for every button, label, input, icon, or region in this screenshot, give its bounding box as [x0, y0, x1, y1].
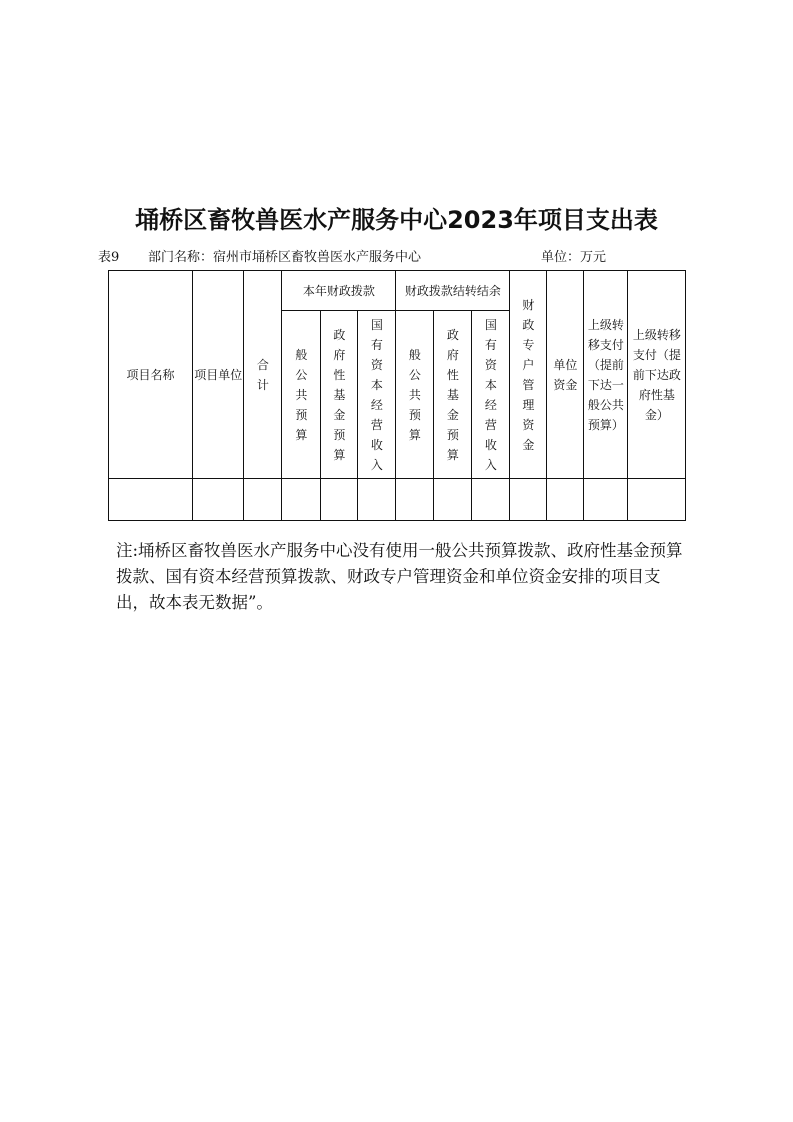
- table-cell: [109, 479, 193, 521]
- table-cell: [472, 479, 510, 521]
- header-fiscal-special-funds: 财政专户管理资金: [510, 271, 547, 479]
- table-cell: [282, 479, 321, 521]
- header-gov-fund-budget: 政府性基金预算: [321, 311, 358, 479]
- header-project-unit: 项目单位: [193, 271, 244, 479]
- table-cell: [244, 479, 282, 521]
- header-state-capital-income: 国有资本经营收入: [358, 311, 396, 479]
- table-cell: [547, 479, 584, 521]
- table-cell: [358, 479, 396, 521]
- table-cell: [434, 479, 472, 521]
- unit-label: 单位：万元: [541, 250, 607, 265]
- header-current-year-fiscal-allocation: 本年财政拨款: [282, 271, 396, 311]
- table-cell: [510, 479, 547, 521]
- note-text: 注:埇桥区畜牧兽医水产服务中心没有使用一般公共预算拨款、政府性基金预算拨款、国有资本经营预算拨款、财政专户管理资金和单位资金安排的项目支出，故本表无数据”。: [116, 541, 683, 612]
- header-upper-gov-fund-transfer: 上级转移支付（提前下达政府性基金）: [628, 271, 686, 479]
- header-general-public-budget: 般公共预算: [282, 311, 321, 479]
- header-project-name: 项目名称: [109, 271, 193, 479]
- table-cell: [396, 479, 434, 521]
- header-carry-general-public-budget: 般公共预算: [396, 311, 434, 479]
- department-label: 部门名称：宿州市埇桥区畜牧兽医水产服务中心: [148, 250, 422, 265]
- table-row: [109, 479, 686, 521]
- header-carry-gov-fund-budget: 政府性基金预算: [434, 311, 472, 479]
- page-title: 埇桥区畜牧兽医水产服务中心2023年项目支出表: [135, 206, 658, 234]
- project-expenditure-table: [108, 270, 686, 521]
- header-upper-general-transfer: 上级转移支付（提前下达一般公共预算）: [584, 271, 628, 479]
- header-total: 合计: [244, 271, 282, 479]
- table-cell: [193, 479, 244, 521]
- header-carry-state-capital-income: 国有资本经营收入: [472, 311, 510, 479]
- table-number: 表9: [98, 250, 120, 265]
- table-cell: [321, 479, 358, 521]
- table-cell: [584, 479, 628, 521]
- header-unit-funds: 单位资金: [547, 271, 584, 479]
- header-fiscal-carryover: 财政拨款结转结余: [396, 271, 510, 311]
- table-cell: [628, 479, 686, 521]
